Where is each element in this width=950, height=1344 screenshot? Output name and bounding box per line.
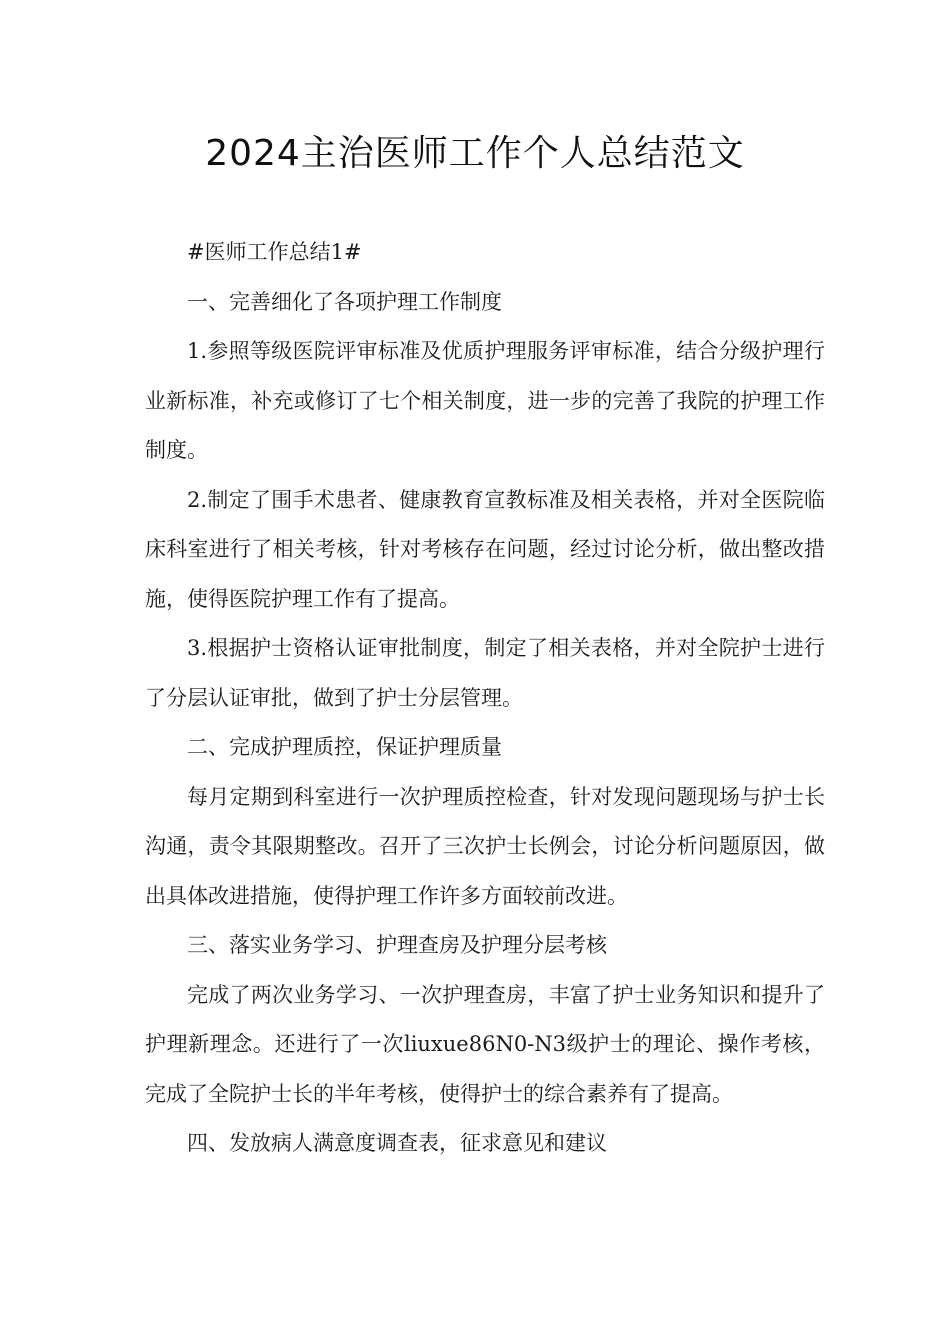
paragraph-2: 每月定期到科室进行一次护理质控检查，针对发现问题现场与护士长沟通，责令其限期整改。召开了三次护士长例会，讨论分析问题原因，做出具体改进措施，使得护理工作许多方面较前改进。 bbox=[145, 784, 825, 908]
heading-1: 一、完善细化了各项护理工作制度 bbox=[187, 289, 502, 314]
heading-4: 四、发放病人满意度调查表，征求意见和建议 bbox=[187, 1131, 607, 1155]
document-title: 2024主治医师工作个人总结范文 bbox=[205, 133, 745, 174]
heading-2: 二、完成护理质控，保证护理质量 bbox=[187, 735, 502, 759]
paragraph-3: 完成了两次业务学习、一次护理查房，丰富了护士业务知识和提升了护理新理念。还进行了一次liuxue86N0-N3级护士的理论、操作考核，完成了全院护士长的半年考核，使得护士的综合素养有了提高。 bbox=[145, 982, 825, 1106]
paragraph-1-3: 3.根据护士资格认证审批制度，制定了相关表格，并对全院护士进行了分层认证审批，做到了护士分层管理。 bbox=[145, 636, 825, 710]
heading-3: 三、落实业务学习、护理查房及护理分层考核 bbox=[187, 933, 607, 957]
document-body bbox=[145, 228, 825, 1169]
section-marker: #医师工作总结1# bbox=[187, 240, 362, 264]
paragraph-1-2: 2.制定了围手术患者、健康教育宣教标准及相关表格，并对全医院临床科室进行了相关考核，针对考核存在问题，经过讨论分析，做出整改措施，使得医院护理工作有了提高。 bbox=[145, 487, 825, 611]
paragraph-1-1: 1.参照等级医院评审标准及优质护理服务评审标准，结合分级护理行业新标准，补充或修订了七个相关制度，进一步的完善了我院的护理工作制度。 bbox=[145, 339, 825, 462]
